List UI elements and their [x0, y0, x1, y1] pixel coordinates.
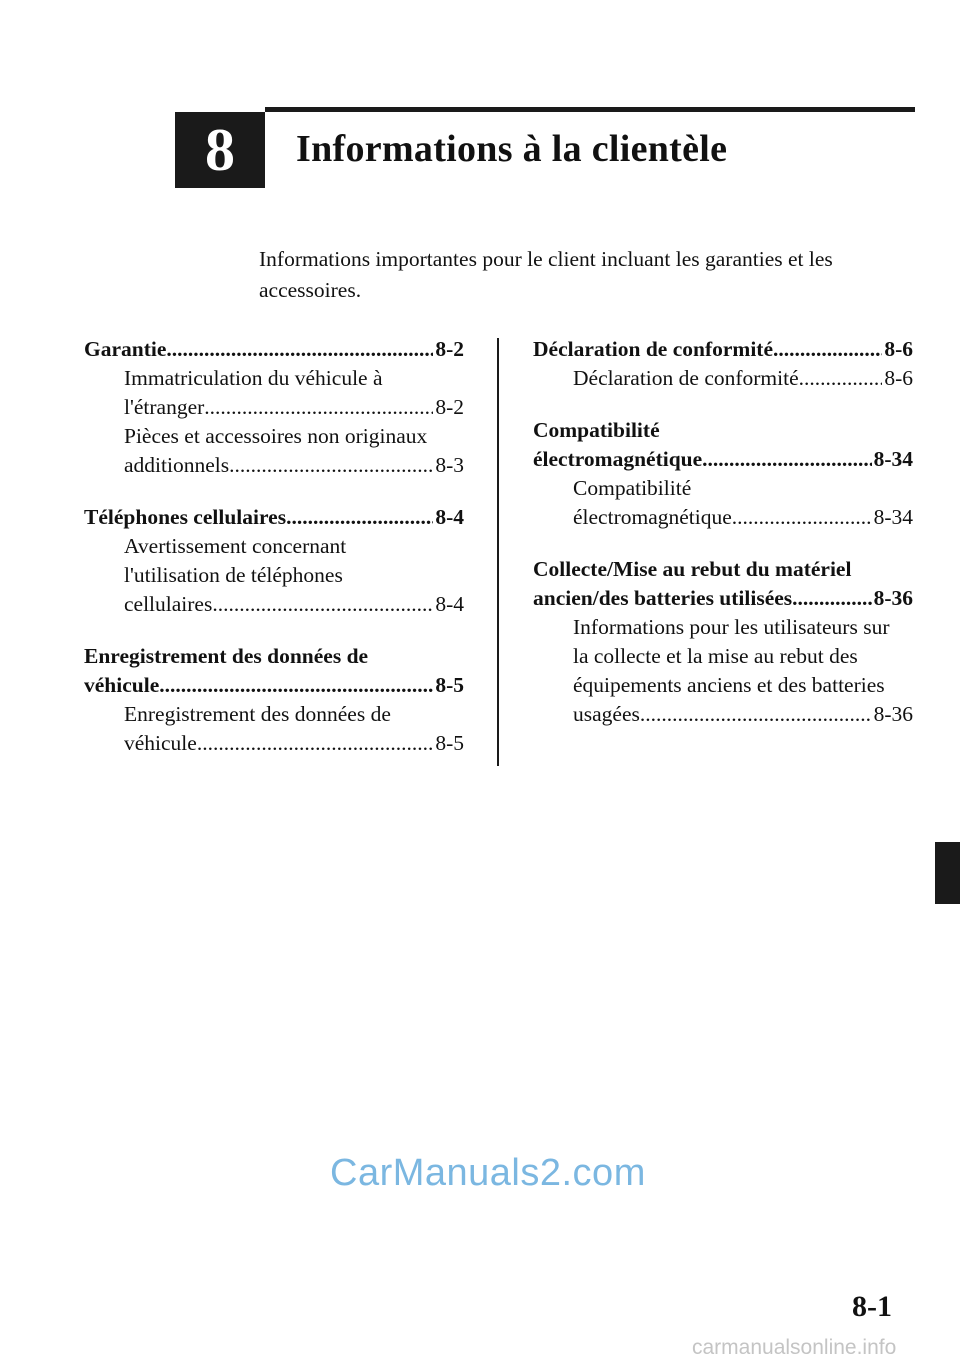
toc-subentry-text: électromagnétique [573, 505, 732, 529]
page-number: 8-1 [852, 1290, 892, 1323]
intro-line-1: Informations importantes pour le client incluant les garanties et les [259, 247, 833, 271]
toc-subentry-text: additionnels [124, 453, 230, 477]
dot-leader [229, 451, 433, 480]
toc-section-garantie [84, 335, 464, 480]
chapter-intro [259, 244, 909, 306]
dot-leader [286, 503, 433, 532]
toc-subentry-pieces-accessoires[interactable] [84, 422, 464, 480]
toc-entry-title[interactable]: Enregistrement des données de [84, 644, 369, 668]
toc-entry-compatibilite[interactable] [533, 445, 913, 474]
dot-leader [799, 364, 883, 393]
toc-entry-title[interactable]: Collecte/Mise au rebut du matériel [533, 557, 852, 581]
footer-site-link[interactable]: carmanualsonline.info [692, 1336, 897, 1359]
toc-entry-title: Téléphones cellulaires [84, 505, 287, 529]
chapter-title: Informations à la clientèle [296, 128, 728, 170]
toc-subentry-text: Enregistrement des données de [124, 702, 391, 726]
dot-leader [792, 584, 871, 613]
toc-subentry-enregistrement[interactable] [84, 700, 464, 758]
dot-leader [640, 700, 872, 729]
toc-page-number: 8-36 [873, 586, 913, 610]
toc-subentry-text: Avertissement concernant [124, 534, 347, 558]
dot-leader [732, 503, 872, 532]
toc-page-number: 8-2 [435, 395, 464, 419]
toc-page-number: 8-4 [435, 505, 464, 529]
toc-subentry-text: cellulaires [124, 592, 213, 616]
dot-leader [204, 393, 433, 422]
toc-left-column [84, 335, 464, 781]
toc-entry-collecte[interactable] [533, 584, 913, 613]
chapter-thumb-tab [935, 842, 960, 904]
dot-leader [159, 671, 433, 700]
column-divider [497, 338, 499, 766]
toc-section-declaration [533, 335, 913, 393]
chapter-number-box [175, 112, 265, 188]
toc-entry-title: Déclaration de conformité [533, 337, 774, 361]
toc-section-enregistrement [84, 642, 464, 758]
toc-entry-enregistrement[interactable] [84, 671, 464, 700]
toc-entry-declaration[interactable] [533, 335, 913, 364]
dot-leader [197, 729, 434, 758]
toc-page-number: 8-2 [435, 337, 464, 361]
toc-subentry-declaration[interactable] [533, 364, 913, 393]
toc-page-number: 8-6 [884, 366, 913, 390]
dot-leader [702, 445, 871, 474]
toc-entry-title: Garantie [84, 337, 167, 361]
toc-entry-title: ancien/des batteries utilisées [533, 586, 793, 610]
toc-page-number: 8-5 [435, 673, 464, 697]
toc-page-number: 8-4 [435, 592, 464, 616]
dot-leader [166, 335, 433, 364]
toc-subentry-text: usagées [573, 702, 640, 726]
toc-subentry-collecte[interactable] [533, 613, 913, 729]
toc-section-collecte [533, 555, 913, 729]
toc-subentry-text: l'étranger [124, 395, 205, 419]
toc-page-number: 8-34 [873, 447, 913, 471]
toc-subentry-immatriculation[interactable] [84, 364, 464, 422]
toc-entry-title[interactable]: Compatibilité [533, 418, 660, 442]
toc-section-telephones [84, 503, 464, 619]
toc-entry-title: électromagnétique [533, 447, 703, 471]
toc-subentry-text: Compatibilité [573, 476, 692, 500]
toc-page-number: 8-5 [435, 731, 464, 755]
toc-entry-title: véhicule [84, 673, 160, 697]
toc-subentry-text: Déclaration de conformité [573, 366, 799, 390]
toc-subentry-text: l'utilisation de téléphones [124, 563, 343, 587]
toc-page-number: 8-36 [873, 702, 913, 726]
toc-entry-telephones[interactable] [84, 503, 464, 532]
toc-page-number: 8-34 [873, 505, 913, 529]
toc-page-number: 8-6 [884, 337, 913, 361]
toc-page-number: 8-3 [435, 453, 464, 477]
toc-right-column [533, 335, 913, 752]
toc-subentry-text: équipements anciens et des batteries [573, 673, 885, 697]
chapter-number: 8 [205, 117, 235, 183]
toc-subentry-text: Pièces et accessoires non originaux [124, 424, 428, 448]
toc-entry-garantie[interactable] [84, 335, 464, 364]
toc-subentry-text: véhicule [124, 731, 197, 755]
toc-subentry-text: Informations pour les utilisateurs sur [573, 615, 890, 639]
dot-leader [212, 590, 433, 619]
watermark: CarManuals2.com [330, 1152, 646, 1194]
intro-line-2: accessoires. [259, 278, 362, 302]
toc-subentry-text: Immatriculation du véhicule à [124, 366, 383, 390]
chapter-header-rule [265, 107, 915, 112]
toc-subentry-avertissement[interactable] [84, 532, 464, 619]
toc-section-compatibilite [533, 416, 913, 532]
toc-subentry-text: la collecte et la mise au rebut des [573, 644, 858, 668]
dot-leader [773, 335, 882, 364]
toc-subentry-compatibilite[interactable] [533, 474, 913, 532]
